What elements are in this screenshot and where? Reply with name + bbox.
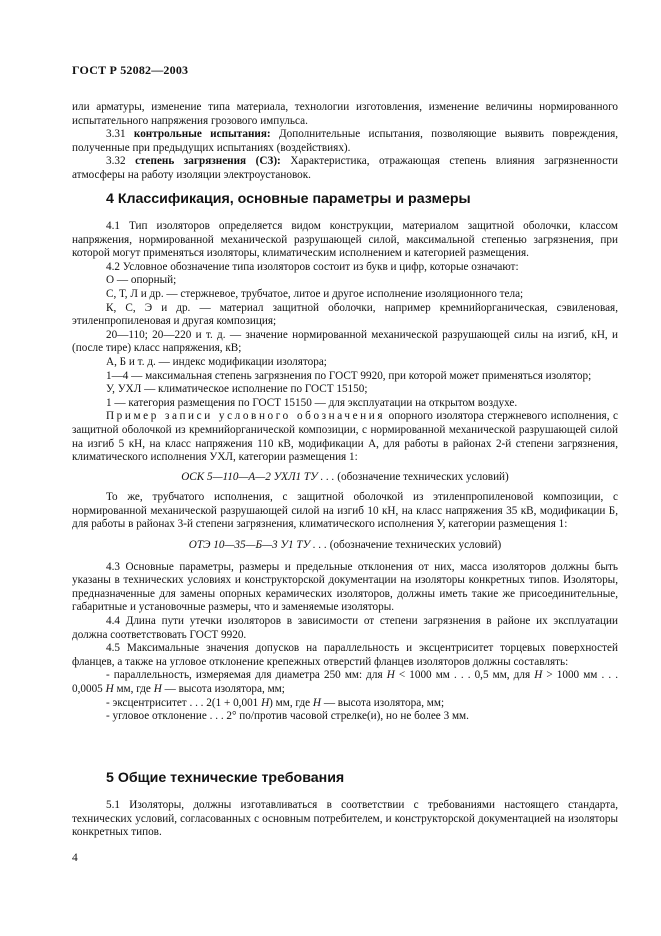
tolerance-parallelism: - параллельность, измеряемая для диаметра 250 мм: для H < 1000 мм . . . 0,5 мм, для H > 1000 мм . . . 0,0005 H мм, где H — высота изолятора, мм; <box>72 669 618 695</box>
paragraph-4-3: 4.3 Основные параметры, размеры и предельные отклонения от них, масса изоляторов должны быть указаны в технических условиях и конструкторской документации на изоляторы конкретных типов. Изоляторы, предназначенные для замены опорных керамических изоляторов, должны иметь такие же присоединительные, габаритные и установочные размеры, что и заменяемые изоляторы. <box>72 560 618 614</box>
section-4-heading: 4 Классификация, основные параметры и размеры <box>106 191 471 207</box>
example-paragraph-2: То же, трубчатого исполнения, с защитной оболочкой из этиленпропиленовой композиции, с нормированной механической разрушающей силой на изгиб 10 кН, на класс напряжения 35 кВ, модификации Б, для работы в районах 3-й степени загрязнения, климатического исполнения У, категории размещения 1: <box>72 491 618 531</box>
term-3-31-name: контрольные испытания: <box>133 128 271 141</box>
paragraph-continued: или арматуры, изменение типа материала, технологии изготовления, изменение величины нормированного испытательного напряжения грозового импульса. <box>72 101 618 127</box>
paragraph-5-1: 5.1 Изоляторы, должны изготавливаться в соответствии с требованиями настоящего стандарта, технических условий, согласованных с основным потребителем, и конструкторской документацией на изоляторы конкретных типов. <box>72 799 618 839</box>
paragraph-4-5: 4.5 Максимальные значения допусков на параллельность и эксцентриситет торцевых поверхностей фланцев, а также на угловое отклонение крепежных отверстий фланцев изоляторов должны составлять: <box>72 642 618 668</box>
block-terms <box>72 101 618 183</box>
example-designation-1: ОСК 5—110—А—2 УХЛ1 ТУ . . . (обозначение технических условий) <box>181 470 509 483</box>
paragraph-4-4: 4.4 Длина пути утечки изоляторов в зависимости от степени загрязнения в районе их эксплуатации должна соответствовать ГОСТ 9920. <box>72 615 618 641</box>
list-item: У, УХЛ — климатическое исполнение по ГОСТ 15150; <box>106 383 368 396</box>
term-3-32: 3.32 степень загрязнения (СЗ): Характеристика, отражающая степень влияния загрязненности атмосферы на работу изоляции электроустановок. <box>72 155 618 181</box>
term-3-31: 3.31 контрольные испытания: Дополнительные испытания, позволяющие выявить повреждения, полученные при предыдущих испытаниях (воздействиях). <box>72 128 619 154</box>
list-item: О — опорный; <box>106 274 177 287</box>
example-paragraph: Пример записи условного обозначения опорного изолятора стержневого исполнения, с защитной оболочкой из кремнийорганической композиции, с нормированной механической разрушающей силой на изгиб 5 кН, на класс напряжения 110 кВ, модификации А, для работы в районах 2-й степени загрязнения, климатического исполнения УХЛ, категории размещения 1: <box>72 410 618 464</box>
list-item: 1 — категория размещения по ГОСТ 15150 — для эксплуатации на открытом воздухе. <box>106 396 518 409</box>
section-5-heading: 5 Общие технические требования <box>106 770 345 786</box>
tolerance-eccentricity: - эксцентриситет . . . 2(1 + 0,001 H) мм, где H — высота изолятора, мм; <box>106 696 445 709</box>
list-item: А, Б и т. д. — индекс модификации изолятора; <box>106 355 327 368</box>
block-section-5 <box>72 799 618 840</box>
paragraph-4-1: 4.1 Тип изоляторов определяется видом конструкции, материалом защитной оболочки, классом напряжения, нормированной механической разрушающей силой, максимальной степенью загрязнения, при которой могут применяться изоляторы, климатическим исполнением и категорией размещения. <box>72 220 618 260</box>
page-header: ГОСТ Р 52082—2003 <box>72 63 189 77</box>
list-item: 20—110; 20—220 и т. д. — значение нормированной механической разрушающей силы на изгиб, кН, и (после тире) класс напряжения, кВ; <box>72 328 618 355</box>
block-section-4 <box>72 220 618 724</box>
tolerance-angular: - угловое отклонение . . . 2° по/против часовой стрелке(и), но не более 3 мм. <box>106 710 469 723</box>
list-item: К, С, Э и др. — материал защитной оболочки, например кремнийорганическая, сэвиленовая, этиленпропиленовая и другая композиция; <box>72 301 618 328</box>
example-designation-2: ОТЭ 10—35—Б—3 У1 ТУ . . . (обозначение технических условий) <box>188 539 502 552</box>
paragraph-4-2: 4.2 Условное обозначение типа изоляторов состоит из букв и цифр, которые означают: <box>106 260 519 273</box>
page-number: 4 <box>72 852 78 864</box>
list-item: 1—4 — максимальная степень загрязнения по ГОСТ 9920, при которой может применяться изолятор; <box>106 369 592 382</box>
list-item: С, Т, Л и др. — стержневое, трубчатое, литое и другое исполнение изоляционного тела; <box>106 287 524 300</box>
example-label: Пример записи условного обозначения <box>106 410 386 423</box>
term-3-32-name: степень загрязнения (СЗ): <box>135 155 281 168</box>
